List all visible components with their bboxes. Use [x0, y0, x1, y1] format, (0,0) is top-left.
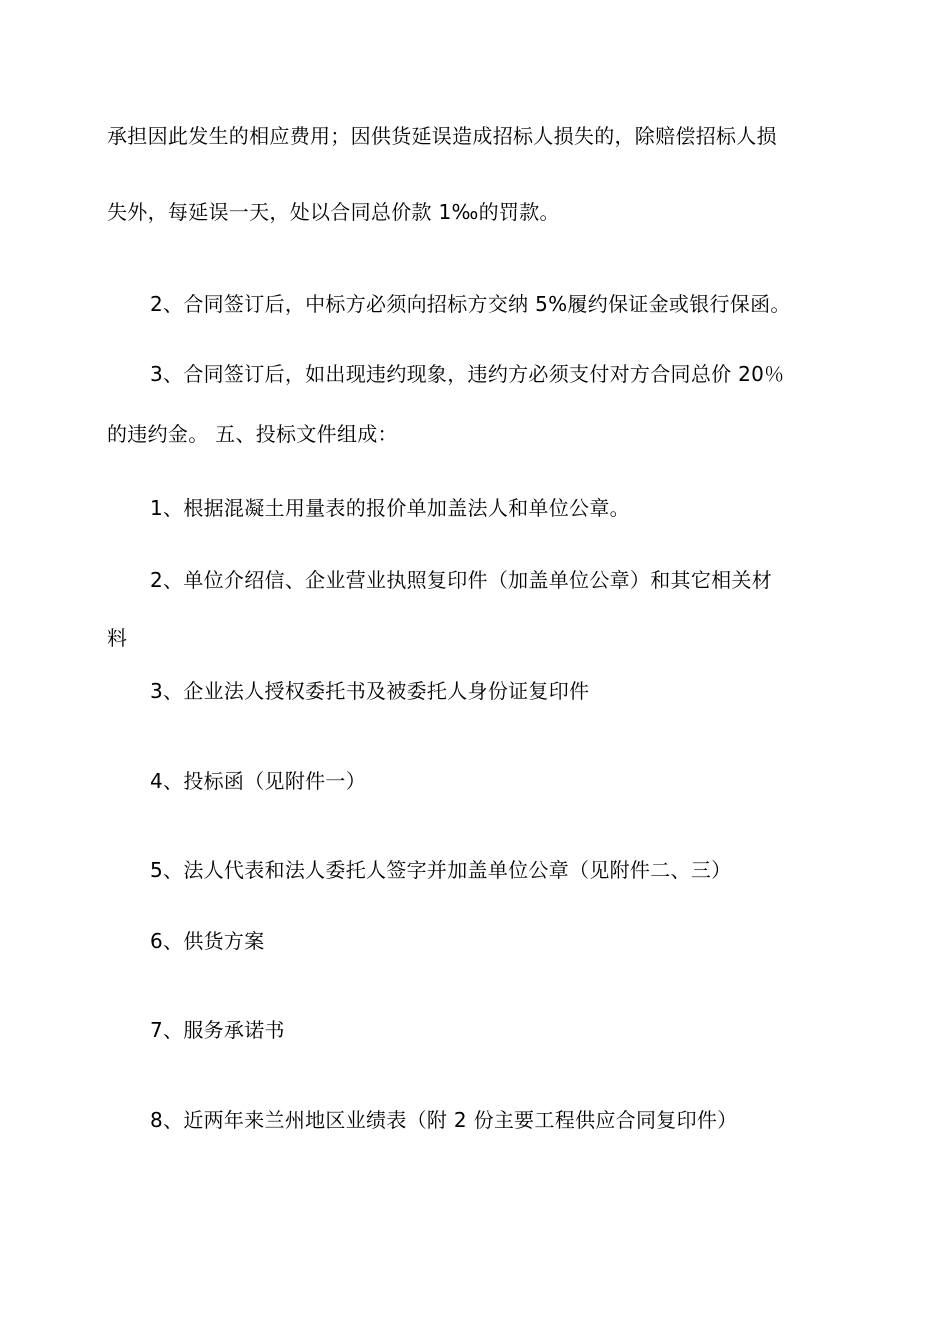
paragraph-line-penalty-1: 承担因此发生的相应费用；因供货延误造成招标人损失的，除赔偿招标人损: [107, 124, 777, 148]
clause-2-performance-bond: 2、合同签订后，中标方必须向招标方交纳 5%履约保证金或银行保函。: [150, 292, 791, 316]
list-item-1: 1、根据混凝土用量表的报价单加盖法人和单位公章。: [150, 496, 630, 520]
list-item-8: 8、近两年来兰州地区业绩表（附 2 份主要工程供应合同复印件）: [150, 1108, 738, 1132]
list-item-2-line-1: 2、单位介绍信、企业营业执照复印件（加盖单位公章）和其它相关材: [150, 568, 773, 592]
list-item-7: 7、服务承诺书: [150, 1018, 285, 1042]
paragraph-line-penalty-2: 失外，每延误一天，处以合同总价款 1‰的罚款。: [107, 200, 560, 224]
list-item-2-line-2: 料: [107, 626, 128, 650]
list-item-3: 3、企业法人授权委托书及被委托人身份证复印件: [150, 679, 590, 703]
list-item-4: 4、投标函（见附件一）: [150, 769, 367, 793]
list-item-5: 5、法人代表和法人委托人签字并加盖单位公章（见附件二、三）: [150, 858, 732, 882]
clause-3-breach-line-2-and-section-heading: 的违约金。 五、投标文件组成：: [107, 422, 398, 446]
list-item-6: 6、供货方案: [150, 929, 265, 953]
clause-3-breach-line-1: 3、合同签订后，如出现违约现象，违约方必须支付对方合同总价 20％: [150, 362, 785, 386]
